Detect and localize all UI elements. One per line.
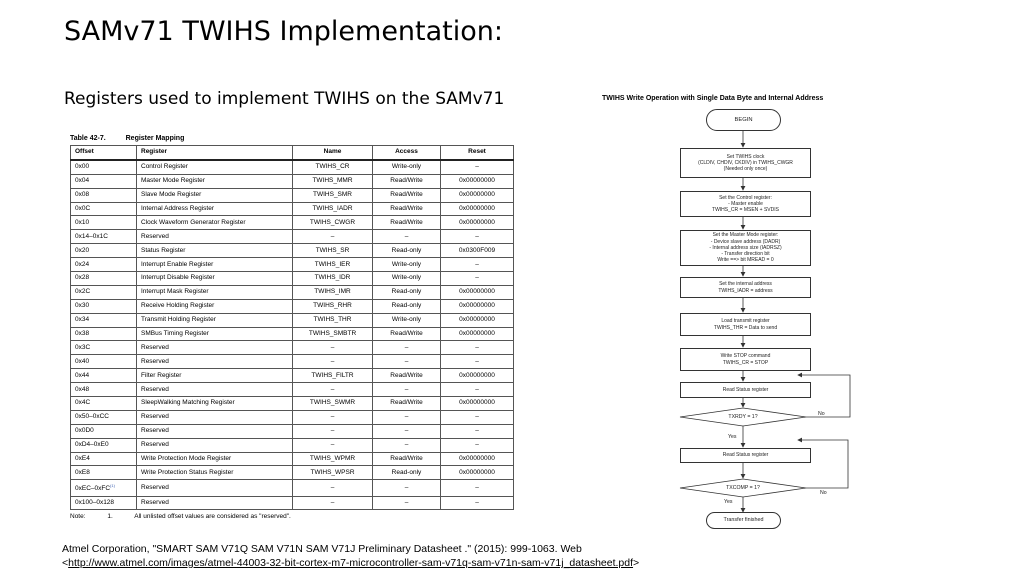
cell-register: Reserved	[137, 383, 293, 397]
table-caption-text: Register Mapping	[125, 135, 185, 142]
cell-access: –	[373, 424, 441, 438]
cell-reset: 0x00000000	[441, 174, 514, 188]
cell-name: –	[293, 410, 373, 424]
cell-offset: 0x4C	[71, 397, 137, 411]
table-row	[71, 452, 514, 466]
table-row	[71, 272, 514, 286]
cell-offset: 0x50–0xCC	[71, 410, 137, 424]
cell-register: Write Protection Mode Register	[137, 452, 293, 466]
cell-access: Read/Write	[373, 327, 441, 341]
cell-access: –	[373, 496, 441, 510]
cell-register: Receive Holding Register	[137, 299, 293, 313]
note-number: 1.	[107, 513, 113, 521]
flow-transfer-finished: Transfer finished	[706, 512, 781, 529]
table-caption	[70, 135, 514, 142]
flow-set-control: Set the Control register: - Master enable TWIHS_CR = MSEN + SVDIS	[680, 191, 811, 217]
twihs-write-flowchart	[598, 92, 868, 532]
table-row	[71, 299, 514, 313]
cell-offset: 0x44	[71, 369, 137, 383]
cell-reset: 0x00000000	[441, 327, 514, 341]
table-row	[71, 202, 514, 216]
table-row	[71, 216, 514, 230]
cell-offset: 0x00	[71, 160, 137, 174]
header-reset: Reset	[441, 146, 514, 160]
table-row	[71, 160, 514, 174]
cell-offset: 0x0C	[71, 202, 137, 216]
flow-txcomp-decision: TXCOMP = 1?	[726, 485, 760, 491]
cell-register: Control Register	[137, 160, 293, 174]
cell-name: –	[293, 480, 373, 496]
table-row	[71, 327, 514, 341]
cell-access: Read/Write	[373, 397, 441, 411]
cell-register: Clock Waveform Generator Register	[137, 216, 293, 230]
cell-register: Filter Register	[137, 369, 293, 383]
cell-offset: 0x2C	[71, 285, 137, 299]
cell-name: TWIHS_WPMR	[293, 452, 373, 466]
cell-register: Reserved	[137, 355, 293, 369]
cell-name: TWIHS_IADR	[293, 202, 373, 216]
cell-offset: 0x48	[71, 383, 137, 397]
flow-set-master-mode: Set the Master Mode register: - Device slave address (DADR) - Internal address size (IADRSZ) - Transfer direction bit Write ==> bit MREAD = 0	[680, 230, 811, 266]
cell-reset: 0x00000000	[441, 313, 514, 327]
cell-offset: 0x0D0	[71, 424, 137, 438]
cell-register: Reserved	[137, 438, 293, 452]
cell-name: TWIHS_SMBTR	[293, 327, 373, 341]
cell-reset: 0x00000000	[441, 285, 514, 299]
cell-access: Read-only	[373, 244, 441, 258]
table-row	[71, 313, 514, 327]
cell-name: –	[293, 355, 373, 369]
table-row	[71, 355, 514, 369]
table-row	[71, 174, 514, 188]
cell-access: Read/Write	[373, 188, 441, 202]
flowchart-title: TWIHS Write Operation with Single Data Byte and Internal Address	[602, 95, 824, 102]
cell-reset: 0x00000000	[441, 299, 514, 313]
table-row	[71, 480, 514, 496]
cell-reset: –	[441, 230, 514, 244]
cell-reset: –	[441, 341, 514, 355]
cell-offset: 0x28	[71, 272, 137, 286]
table-row	[71, 438, 514, 452]
flow-write-stop: Write STOP command TWIHS_CR = STOP	[680, 348, 811, 371]
cell-name: TWIHS_IER	[293, 258, 373, 272]
cell-offset: 0xE4	[71, 452, 137, 466]
citation-url-suffix: >	[633, 557, 640, 569]
cell-offset: 0xD4–0xE0	[71, 438, 137, 452]
table-row	[71, 410, 514, 424]
flow-txrdy-decision: TXRDY = 1?	[728, 414, 758, 420]
cell-name: –	[293, 496, 373, 510]
cell-reset: 0x00000000	[441, 369, 514, 383]
header-register: Register	[137, 146, 293, 160]
citation-url-line	[62, 556, 639, 570]
table-row	[71, 496, 514, 510]
cell-access: Write-only	[373, 313, 441, 327]
table-body	[71, 160, 514, 510]
citation	[62, 542, 639, 570]
cell-access: –	[373, 230, 441, 244]
table-row	[71, 369, 514, 383]
cell-reset: –	[441, 480, 514, 496]
cell-reset: 0x00000000	[441, 202, 514, 216]
cell-register: Interrupt Mask Register	[137, 285, 293, 299]
cell-access: Write-only	[373, 160, 441, 174]
cell-access: Read/Write	[373, 452, 441, 466]
cell-name: TWIHS_IDR	[293, 272, 373, 286]
cell-register: Reserved	[137, 341, 293, 355]
cell-name: TWIHS_CWGR	[293, 216, 373, 230]
flow-txrdy-yes: Yes	[728, 434, 737, 440]
cell-offset: 0x30	[71, 299, 137, 313]
cell-access: –	[373, 341, 441, 355]
note-text: All unlisted offset values are considered as "reserved".	[134, 513, 291, 521]
flow-set-clock: Set TWIHS clock (CLDIV, CHDIV, CKDIV) in TWIHS_CWGR (Needed only once)	[680, 148, 811, 178]
cell-register: Interrupt Disable Register	[137, 272, 293, 286]
flow-txrdy-no: No	[818, 411, 825, 417]
cell-name: TWIHS_MMR	[293, 174, 373, 188]
table-note	[70, 513, 514, 520]
cell-offset: 0x3C	[71, 341, 137, 355]
cell-name: –	[293, 230, 373, 244]
table-row	[71, 230, 514, 244]
table-row	[71, 188, 514, 202]
cell-register: Reserved	[137, 496, 293, 510]
cell-name: TWIHS_RHR	[293, 299, 373, 313]
cell-register: Status Register	[137, 244, 293, 258]
cell-access: Read/Write	[373, 369, 441, 383]
cell-register: Reserved	[137, 410, 293, 424]
cell-name: TWIHS_SR	[293, 244, 373, 258]
cell-offset: 0xE8	[71, 466, 137, 480]
cell-access: Read/Write	[373, 216, 441, 230]
header-offset: Offset	[71, 146, 137, 160]
cell-offset: 0x24	[71, 258, 137, 272]
cell-name: TWIHS_SMR	[293, 188, 373, 202]
flow-read-status-2: Read Status register	[680, 448, 811, 463]
cell-name: TWIHS_THR	[293, 313, 373, 327]
cell-reset: –	[441, 410, 514, 424]
register-mapping-table-block	[70, 135, 514, 520]
cell-name: TWIHS_CR	[293, 160, 373, 174]
table-header-row	[71, 146, 514, 160]
table-row	[71, 258, 514, 272]
cell-offset: 0x34	[71, 313, 137, 327]
cell-reset: –	[441, 160, 514, 174]
cell-reset: –	[441, 258, 514, 272]
cell-access: Read/Write	[373, 202, 441, 216]
cell-register: Transmit Holding Register	[137, 313, 293, 327]
cell-offset: 0x40	[71, 355, 137, 369]
cell-offset: 0x20	[71, 244, 137, 258]
slide-title: SAMv71 TWIHS Implementation:	[64, 16, 503, 47]
table-row	[71, 383, 514, 397]
table-row	[71, 466, 514, 480]
cell-name: –	[293, 341, 373, 355]
table-number: Table 42-7.	[70, 135, 106, 142]
cell-reset: –	[441, 272, 514, 286]
cell-register: Reserved	[137, 480, 293, 496]
cell-access: Read-only	[373, 299, 441, 313]
header-access: Access	[373, 146, 441, 160]
cell-reset: 0x00000000	[441, 466, 514, 480]
cell-register: Master Mode Register	[137, 174, 293, 188]
cell-reset: –	[441, 496, 514, 510]
cell-register: Internal Address Register	[137, 202, 293, 216]
cell-access: Read/Write	[373, 174, 441, 188]
cell-offset: 0x38	[71, 327, 137, 341]
table-row	[71, 244, 514, 258]
cell-name: TWIHS_WPSR	[293, 466, 373, 480]
cell-register: Reserved	[137, 230, 293, 244]
cell-access: –	[373, 383, 441, 397]
cell-access: Read-only	[373, 466, 441, 480]
cell-name: –	[293, 424, 373, 438]
cell-access: Write-only	[373, 258, 441, 272]
cell-register: SleepWalking Matching Register	[137, 397, 293, 411]
note-label: Note:	[70, 513, 86, 521]
table-row	[71, 341, 514, 355]
citation-url-prefix: <	[62, 557, 69, 569]
cell-reset: –	[441, 424, 514, 438]
cell-access: –	[373, 355, 441, 369]
cell-register: Reserved	[137, 424, 293, 438]
cell-offset: 0x04	[71, 174, 137, 188]
table-row	[71, 397, 514, 411]
cell-reset: 0x00000000	[441, 216, 514, 230]
register-mapping-table	[70, 145, 514, 510]
cell-reset: 0x00000000	[441, 188, 514, 202]
cell-reset: –	[441, 355, 514, 369]
cell-register: Interrupt Enable Register	[137, 258, 293, 272]
cell-name: TWIHS_SWMR	[293, 397, 373, 411]
table-row	[71, 424, 514, 438]
cell-name: –	[293, 438, 373, 452]
cell-access: –	[373, 480, 441, 496]
cell-name: –	[293, 383, 373, 397]
flow-txcomp-no: No	[820, 490, 827, 496]
cell-offset: 0x14–0x1C	[71, 230, 137, 244]
flow-set-internal-address: Set the internal address TWIHS_IADR = address	[680, 277, 811, 298]
cell-reset: –	[441, 383, 514, 397]
table-row	[71, 285, 514, 299]
cell-reset: 0x0300F009	[441, 244, 514, 258]
footnote-marker[interactable]: (1)	[110, 483, 115, 489]
slide-subtitle: Registers used to implement TWIHS on the SAMv71	[64, 89, 505, 109]
citation-link[interactable]: http://www.atmel.com/images/atmel-44003-32-bit-cortex-m7-microcontroller-sam-v71q-sam-v71n-sam-v71j_datasheet.pdf	[68, 557, 634, 569]
cell-name: TWIHS_IMR	[293, 285, 373, 299]
cell-offset: 0x10	[71, 216, 137, 230]
cell-access: Read-only	[373, 285, 441, 299]
flow-begin: BEGIN	[706, 109, 781, 131]
cell-name: TWIHS_FILTR	[293, 369, 373, 383]
cell-register: Slave Mode Register	[137, 188, 293, 202]
cell-register: SMBus Timing Register	[137, 327, 293, 341]
flow-read-status-1: Read Status register	[680, 382, 811, 398]
flow-txcomp-yes: Yes	[724, 499, 733, 505]
flow-load-thr: Load transmit register TWIHS_THR = Data to send	[680, 313, 811, 336]
citation-text: Atmel Corporation, "SMART SAM V71Q SAM V71N SAM V71J Preliminary Datasheet ." (2015): 999-1063. Web	[62, 543, 582, 555]
cell-reset: 0x00000000	[441, 397, 514, 411]
cell-offset: 0x08	[71, 188, 137, 202]
cell-access: –	[373, 410, 441, 424]
cell-access: Write-only	[373, 272, 441, 286]
cell-reset: –	[441, 438, 514, 452]
header-name: Name	[293, 146, 373, 160]
cell-reset: 0x00000000	[441, 452, 514, 466]
cell-offset: 0xEC–0xFC$^{(1)}$	[71, 480, 137, 496]
cell-register: Write Protection Status Register	[137, 466, 293, 480]
cell-offset: 0x100–0x128	[71, 496, 137, 510]
cell-access: –	[373, 438, 441, 452]
